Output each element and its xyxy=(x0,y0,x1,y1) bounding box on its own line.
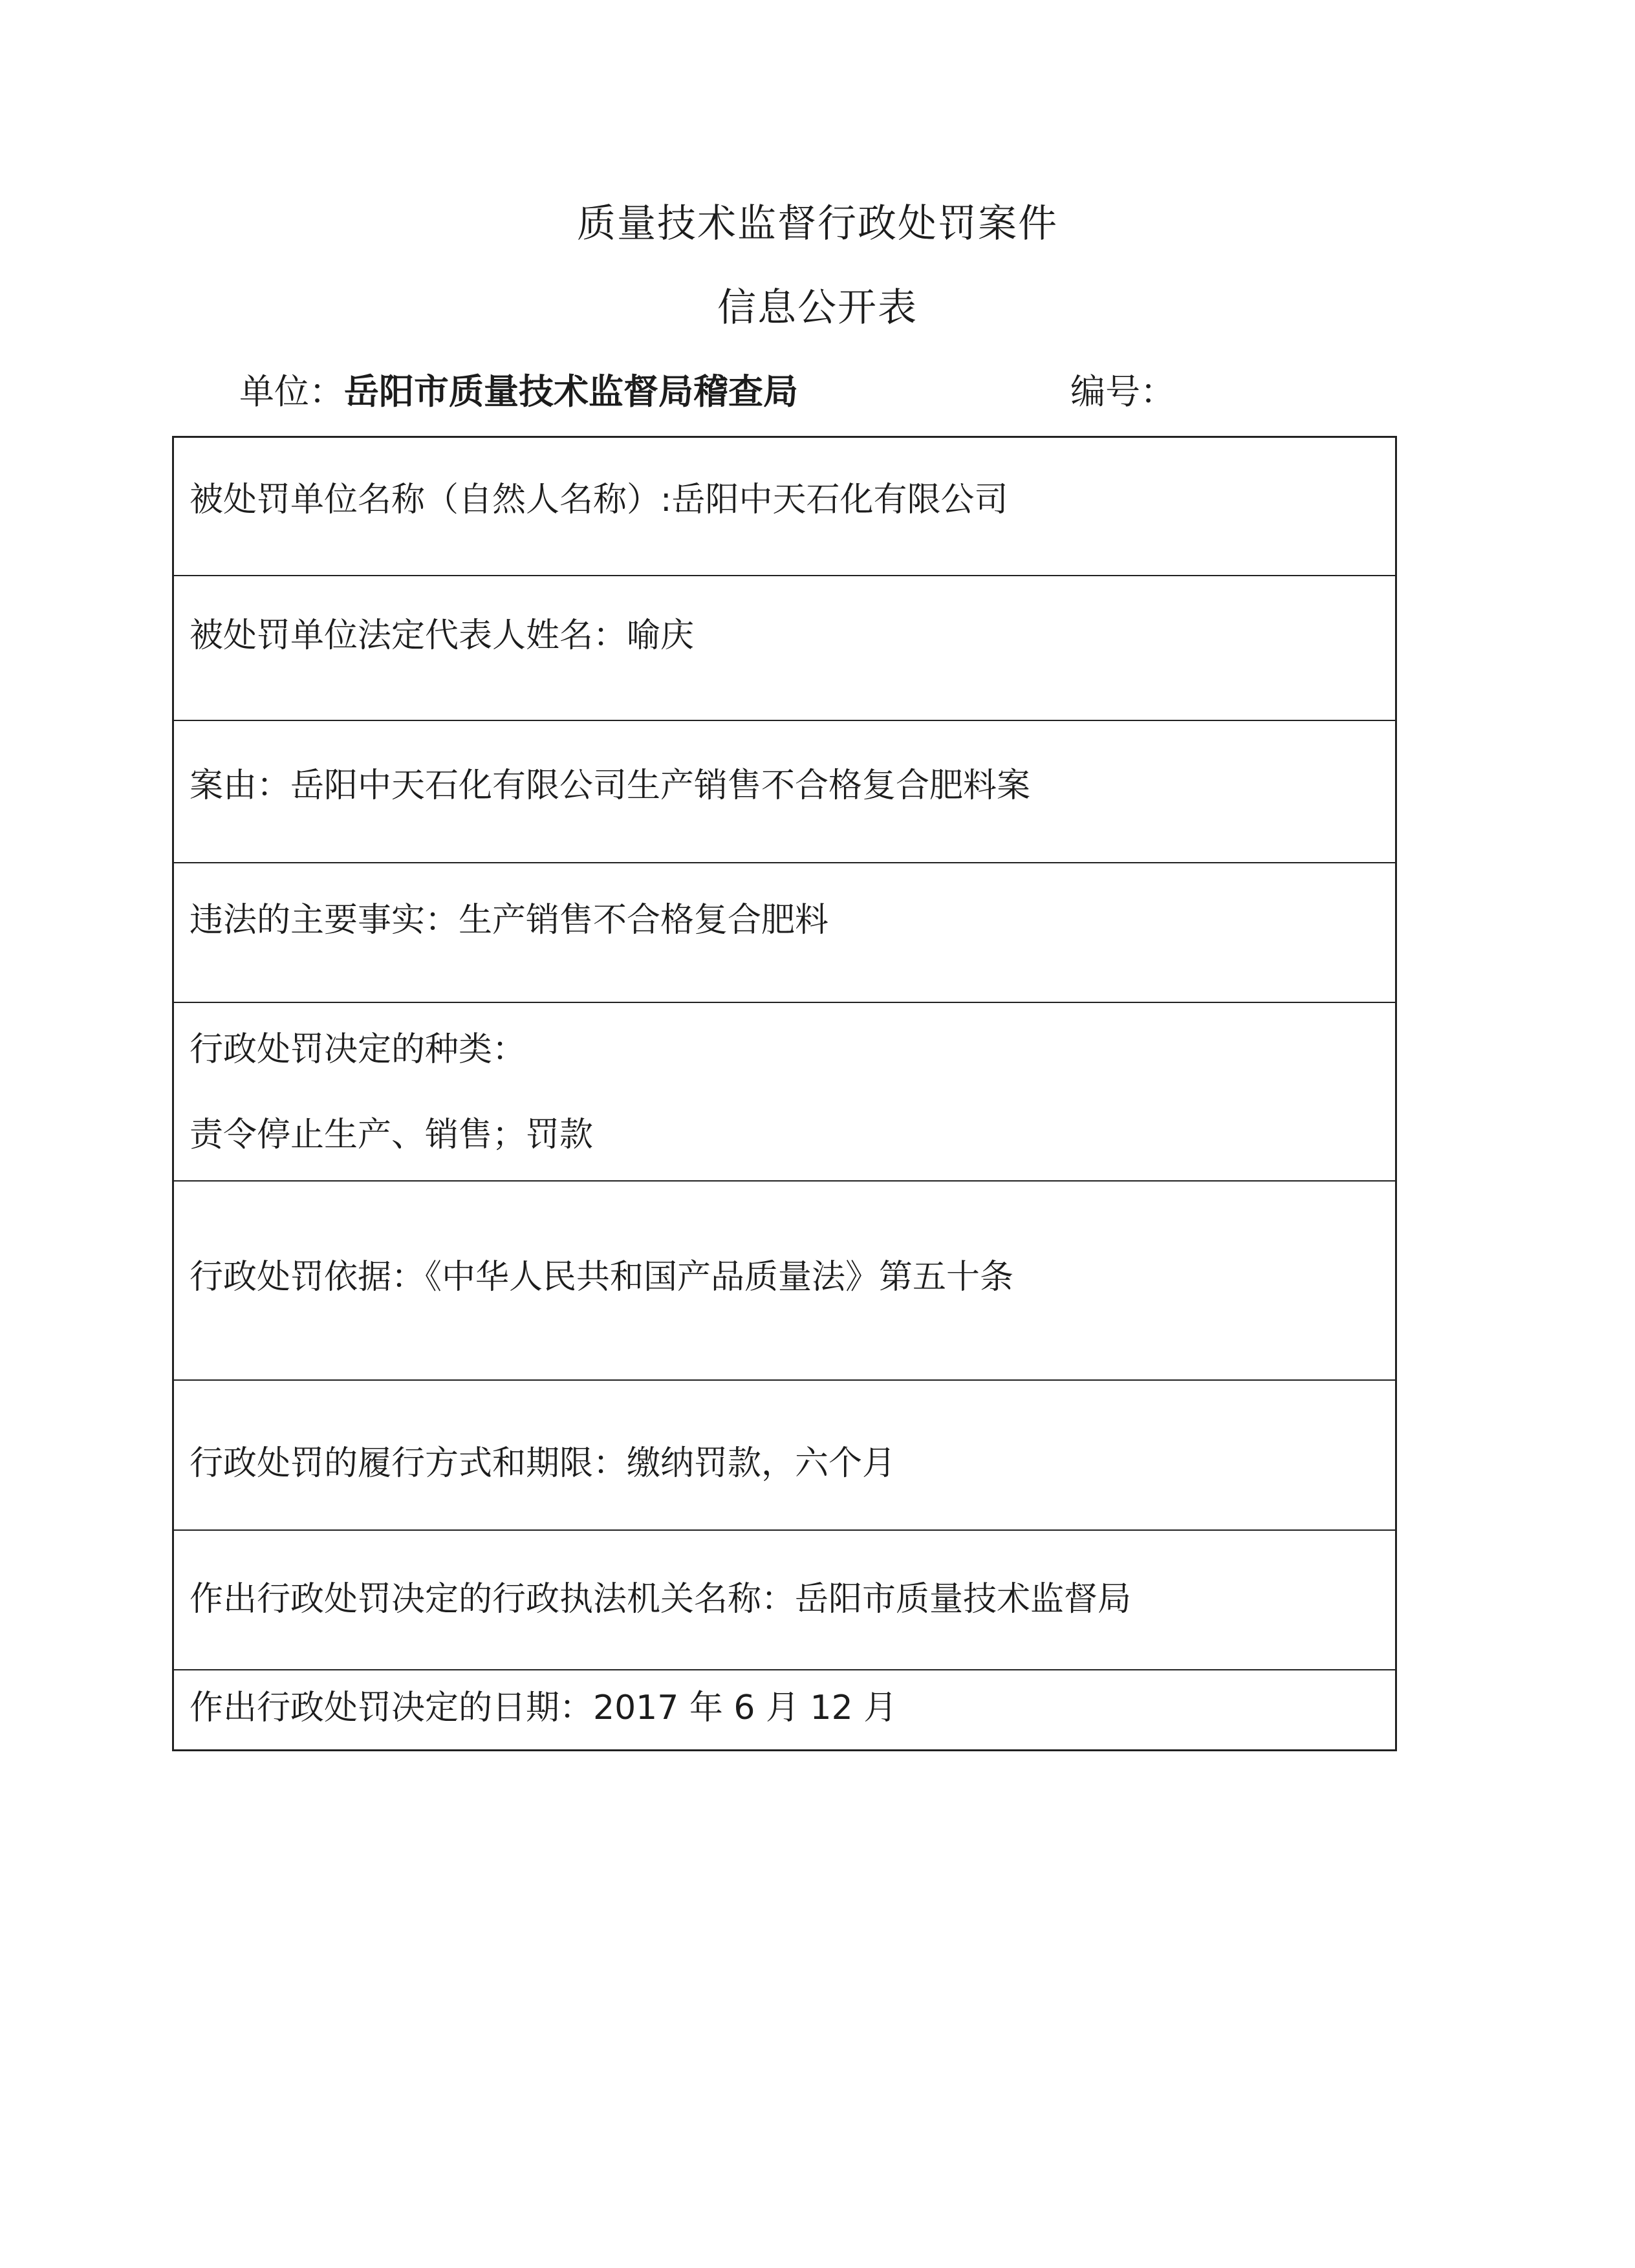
row-legal-representative xyxy=(174,576,1395,721)
row-decision-date xyxy=(174,1670,1395,1749)
main-facts-text: 违法的主要事实：生产销售不合格复合肥料 xyxy=(189,901,829,940)
penalty-type-label: 行政处罚决定的种类： xyxy=(189,1030,526,1069)
unit-label: 单位： xyxy=(239,371,344,412)
meta-row xyxy=(239,367,1403,416)
row-performance xyxy=(174,1381,1395,1531)
decision-date-text: 作出行政处罚决定的日期：2017 年 6 月 12 月 xyxy=(189,1689,898,1727)
document-title: 质量技术监督行政处罚案件 xyxy=(577,201,1058,246)
issuing-unit xyxy=(239,367,798,416)
unit-value: 岳阳市质量技术监督局稽查局 xyxy=(344,371,798,412)
row-case-cause xyxy=(174,721,1395,863)
penalized-name-text: 被处罚单位名称（自然人名称）:岳阳中天石化有限公司 xyxy=(189,481,1008,519)
case-cause-text: 案由：岳阳中天石化有限公司生产销售不合格复合肥料案 xyxy=(189,766,1031,805)
legal-representative-text: 被处罚单位法定代表人姓名：喻庆 xyxy=(189,616,695,655)
performance-text: 行政处罚的履行方式和期限：缴纳罚款，六个月 xyxy=(189,1444,896,1483)
penalty-basis-text: 行政处罚依据：《中华人民共和国产品质量法》第五十条 xyxy=(189,1258,1014,1297)
row-penalty-type xyxy=(174,1003,1395,1182)
document-subtitle: 信息公开表 xyxy=(717,285,918,330)
row-penalty-basis xyxy=(174,1182,1395,1381)
info-table xyxy=(172,436,1397,1751)
penalty-type-value: 责令停止生产、销售；罚款 xyxy=(189,1116,594,1154)
row-penalized-name xyxy=(174,438,1395,576)
row-main-facts xyxy=(174,863,1395,1003)
row-authority xyxy=(174,1531,1395,1670)
authority-text: 作出行政处罚决定的行政执法机关名称：岳阳市质量技术监督局 xyxy=(189,1580,1132,1619)
number-label: 编号： xyxy=(1070,371,1175,412)
